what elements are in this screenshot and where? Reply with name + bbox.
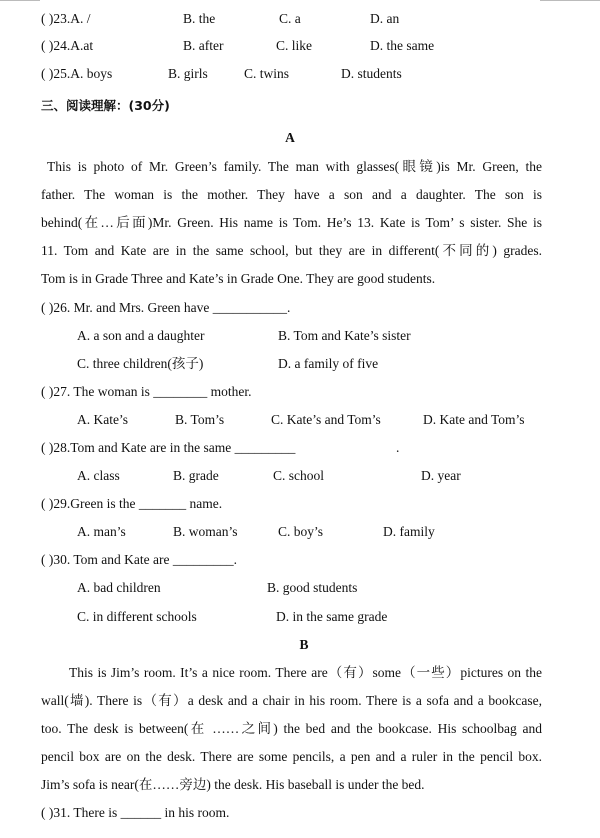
passage-line: 11. Tom and Kate are in the same school, but they are in different(不同的) grades. xyxy=(41,243,542,258)
question-stem: ( )27. The woman is ________ mother. xyxy=(41,384,252,399)
passage-line: too. The desk is between(在 ……之间) the bed and the bookcase. His schoolbag and xyxy=(41,721,542,736)
question-stem: ( )29.Green is the _______ name. xyxy=(41,496,223,511)
option-a: A. Kate’s xyxy=(77,412,128,427)
option-d: D. the same xyxy=(370,38,435,53)
option-c: C. three children(孩子) xyxy=(77,356,204,371)
option-c: C. Kate’s and Tom’s xyxy=(271,412,381,427)
option-b: B. woman’s xyxy=(173,524,238,539)
option-d: D. in the same grade xyxy=(276,609,388,624)
question-number: ( )25.A. boys xyxy=(41,66,113,81)
option-c: C. like xyxy=(276,38,312,53)
passage-b-label: B xyxy=(299,637,309,652)
option-d: D. students xyxy=(341,66,402,81)
option-b: B. after xyxy=(183,38,224,53)
question-stem: ( )28.Tom and Kate are in the same _________ xyxy=(41,440,296,455)
passage-line: Jim’s sofa is near(在……旁边) the desk. His baseball is under the bed. xyxy=(41,777,425,792)
top-rule-left xyxy=(0,0,40,1)
question-stem-period: . xyxy=(396,440,400,455)
option-a: A. class xyxy=(77,468,120,483)
top-rule-right xyxy=(540,0,600,1)
option-d: D. family xyxy=(383,524,435,539)
passage-line: pencil box are on the desk. There are some pencils, a pen and a ruler in the pencil box. xyxy=(41,749,542,764)
option-c: C. in different schools xyxy=(77,609,197,624)
option-d: D. a family of five xyxy=(278,356,379,371)
question-number: ( )24.A.at xyxy=(41,38,94,53)
passage-line: This is photo of Mr. Green’s family. The man with glasses(眼镜)is Mr. Green, the xyxy=(47,159,542,174)
passage-line: This is Jim’s room. It’s a nice room. There are（有）some（一些）pictures on the xyxy=(69,665,542,680)
option-b: B. grade xyxy=(173,468,219,483)
question-stem: ( )30. Tom and Kate are _________. xyxy=(41,552,238,567)
option-b: B. good students xyxy=(267,580,358,595)
passage-line: behind(在…后面)Mr. Green. His name is Tom. He’s 13. Kate is Tom’ s sister. She is xyxy=(41,215,542,230)
question-stem: ( )26. Mr. and Mrs. Green have ___________. xyxy=(41,300,291,315)
option-a: A. bad children xyxy=(77,580,161,595)
passage-line: Tom is in Grade Three and Kate’s in Grade One. They are good students. xyxy=(41,271,436,286)
question-stem: ( )31. There is ______ in his room. xyxy=(41,805,230,820)
option-b: B. girls xyxy=(168,66,208,81)
passage-line: father. The woman is the mother. They have a son and a daughter. The son is xyxy=(41,187,542,202)
option-a: A. a son and a daughter xyxy=(77,328,205,343)
option-d: D. an xyxy=(370,11,400,26)
option-b: B. the xyxy=(183,11,216,26)
option-b: B. Tom and Kate’s sister xyxy=(278,328,411,343)
option-c: C. school xyxy=(273,468,325,483)
option-c: C. twins xyxy=(244,66,290,81)
option-c: C. boy’s xyxy=(278,524,324,539)
option-d: D. year xyxy=(421,468,461,483)
option-b: B. Tom’s xyxy=(175,412,225,427)
question-number: ( )23.A. / xyxy=(41,11,91,26)
passage-line: wall(墙). There is（有）a desk and a chair in his room. There is a sofa and a bookcase, xyxy=(41,693,542,708)
section-title: 三、阅读理解：(30分) xyxy=(41,98,170,113)
option-c: C. a xyxy=(279,11,301,26)
passage-a-label: A xyxy=(285,130,295,145)
option-a: A. man’s xyxy=(77,524,126,539)
option-d: D. Kate and Tom’s xyxy=(423,412,525,427)
